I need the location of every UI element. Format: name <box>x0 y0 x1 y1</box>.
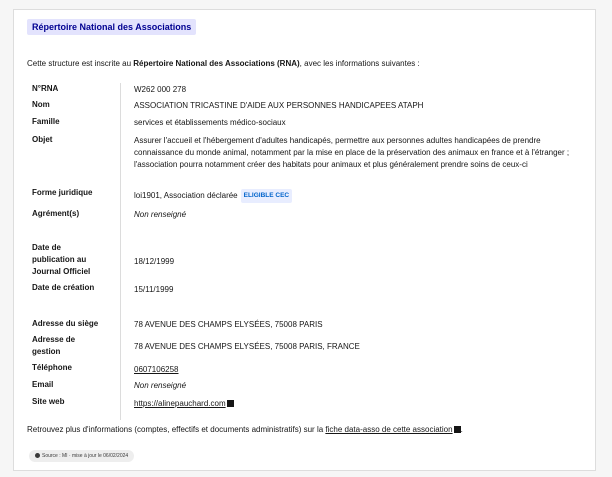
source-text: Source : MI · mise à jour le 06/02/2024 <box>42 453 129 459</box>
intro-before: Cette structure est inscrite au <box>27 59 134 68</box>
rna-card <box>13 9 596 471</box>
forme-text: loi1901, Association déclarée <box>134 191 238 200</box>
value-rna: W262 000 278 <box>134 85 187 94</box>
external-link-icon[interactable] <box>227 400 234 407</box>
label-date-publication: Date de publication au Journal Officiel <box>32 243 91 276</box>
value-forme-juridique <box>134 189 589 203</box>
value-date-publication: 18/12/1999 <box>134 257 175 266</box>
intro-after: , avec les informations suivantes : <box>299 59 420 68</box>
source-tag <box>29 450 134 462</box>
value-email: Non renseigné <box>134 381 187 390</box>
footer-before: Retrouvez plus d'informations (comptes, effectifs et documents administratifs) sur la <box>27 425 326 434</box>
value-agrement: Non renseigné <box>134 210 187 219</box>
intro-text <box>27 59 420 68</box>
value-nom: ASSOCIATION TRICASTINE D'AIDE AUX PERSONNES HANDICAPEES ATAPH <box>134 101 424 110</box>
value-date-creation: 15/11/1999 <box>134 285 174 294</box>
label-forme-juridique: Forme juridique <box>32 188 93 197</box>
value-telephone <box>134 364 589 376</box>
section-title: Répertoire National des Associations <box>27 19 196 35</box>
site-web-link[interactable]: https://alinepauchard.com <box>134 399 226 408</box>
column-divider <box>120 83 121 420</box>
footer-after: . <box>460 425 463 434</box>
value-objet: Assurer l'accueil et l'hébergement d'adultes handicapés, permettre aux personnes adultes handicapées de prendre connaissance du monde animal, notamment par la mise en place de la préservation des animaux en france et à l'étranger ; l'association pourra notamment créer des habitats pour animaux et plus généralement prendre soins de ceux-ci <box>134 136 570 169</box>
label-adresse-siege: Adresse du siège <box>32 319 99 328</box>
footer-text <box>27 425 463 434</box>
label-famille: Famille <box>32 117 60 126</box>
label-adresse-gestion: Adresse de gestion <box>32 335 76 356</box>
label-date-creation: Date de création <box>32 283 95 292</box>
label-agrement: Agrément(s) <box>32 209 80 218</box>
data-asso-link[interactable]: fiche data-asso de cette association <box>325 425 453 434</box>
eligible-cec-badge: ELIGIBLE CEC <box>241 189 293 203</box>
label-telephone: Téléphone <box>32 363 73 372</box>
label-email: Email <box>32 380 54 389</box>
info-icon <box>35 453 40 458</box>
intro-strong: Répertoire National des Associations (RNA) <box>133 59 300 68</box>
label-rna: N°RNA <box>32 84 59 93</box>
telephone-link[interactable]: 0607106258 <box>134 365 179 374</box>
label-nom: Nom <box>32 100 50 109</box>
value-famille: services et établissements médico-sociaux <box>134 118 286 127</box>
label-site-web: Site web <box>32 397 65 406</box>
value-site-web <box>134 398 589 410</box>
external-link-icon[interactable] <box>454 426 461 433</box>
value-adresse-gestion: 78 AVENUE DES CHAMPS ELYSÉES, 75008 PARIS, FRANCE <box>134 342 360 351</box>
value-adresse-siege: 78 AVENUE DES CHAMPS ELYSÉES, 75008 PARIS <box>134 320 323 329</box>
label-objet: Objet <box>32 135 53 144</box>
